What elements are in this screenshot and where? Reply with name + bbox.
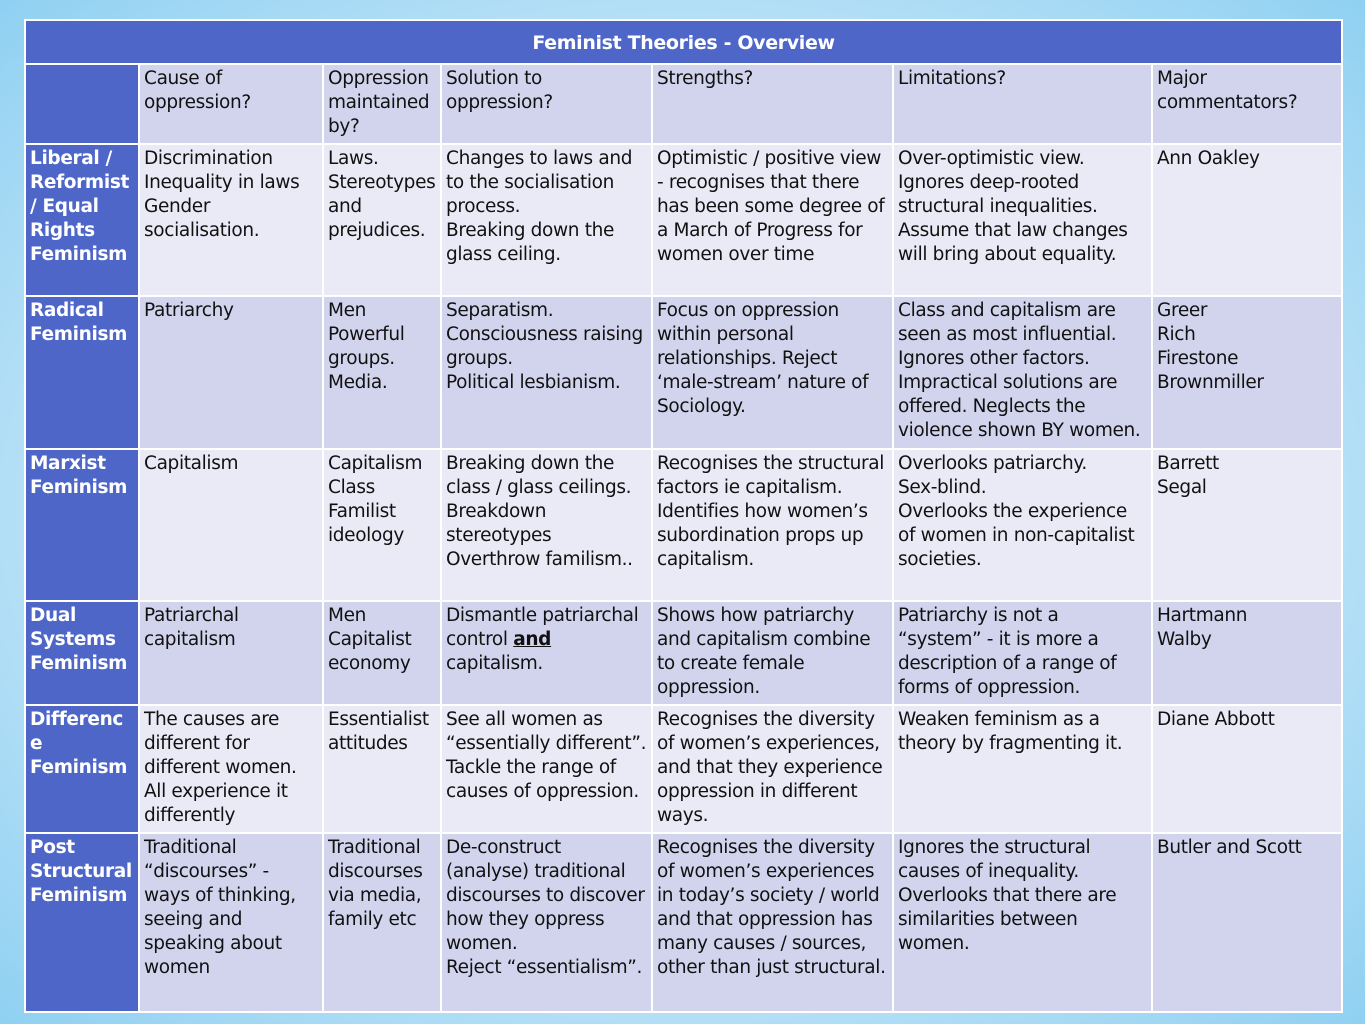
cell-line: Walby: [1157, 629, 1212, 650]
cell-line: Men: [328, 605, 367, 626]
cell-limitations: [893, 296, 1152, 449]
cell-line: Laws.: [328, 148, 379, 169]
row-header-dual-systems: Dual Systems Feminism: [25, 601, 139, 705]
cell-line: Patriarchy: [144, 300, 234, 321]
cell-line: Separatism.: [446, 300, 554, 321]
cell-line: Gender socialisation.: [144, 196, 260, 241]
cell-line: Capitalist economy: [328, 629, 412, 674]
cell-line: Class and capitalism are seen as most influential. Ignores other factors. Impractical solutions are offered. Neglects the violence shown BY women.: [898, 300, 1141, 441]
cell-line: Reject “essentialism”.: [446, 957, 643, 978]
cell-line: Assume that law changes will bring about equality.: [898, 220, 1128, 265]
cell-limitations: [893, 601, 1152, 705]
cell-line: Powerful groups.: [328, 324, 405, 369]
cell-line: Recognises the structural factors ie capitalism.: [657, 453, 884, 498]
cell-line: Breakdown stereotypes: [446, 501, 552, 546]
cell-maintained: [323, 296, 441, 449]
cell-limitations: [893, 449, 1152, 601]
cell-line: Overlooks that there are similarities between women.: [898, 885, 1117, 954]
cell-solution: [441, 705, 652, 833]
cell-commentators: [1152, 833, 1342, 1012]
cell-line: Ignores the structural causes of inequality.: [898, 837, 1091, 882]
cell-line: Firestone: [1157, 348, 1239, 369]
cell-line: Optimistic / positive view - recognises that there has been some degree of a March of Progress for women over time: [657, 148, 885, 265]
cell-solution: [441, 296, 652, 449]
cell-line: Ann Oakley: [1157, 148, 1260, 169]
table-row: [25, 144, 1342, 296]
cell-line: Consciousness raising groups.: [446, 324, 643, 369]
cell-line: Political lesbianism.: [446, 372, 621, 393]
cell-cause: [139, 296, 323, 449]
cell-line: Identifies how women’s subordination props up capitalism.: [657, 501, 868, 570]
cell-maintained: [323, 833, 441, 1012]
cell-line: Media.: [328, 372, 388, 393]
header-corner: [25, 64, 139, 144]
cell-maintained: [323, 144, 441, 296]
cell-line: Traditional “discourses” - ways of thinking, seeing and speaking about women: [144, 837, 296, 978]
emphasis-and: and: [513, 629, 552, 650]
cell-line: Over-optimistic view.: [898, 148, 1085, 169]
cell-solution: [441, 601, 652, 705]
cell-line: Patriarchal capitalism: [144, 605, 239, 650]
cell-line: Segal: [1157, 477, 1207, 498]
cell-limitations: [893, 144, 1152, 296]
header-row: [25, 64, 1342, 144]
cell-line: Overthrow familism..: [446, 549, 633, 570]
cell-cause: [139, 449, 323, 601]
cell-line: Men: [328, 300, 367, 321]
cell-line: Diane Abbott: [1157, 709, 1275, 730]
cell-line: Inequality in laws: [144, 172, 300, 193]
row-header-post-structural: Post Structural Feminism: [25, 833, 139, 1012]
cell-cause: [139, 601, 323, 705]
cell-line: Patriarchy is not a “system” - it is more a description of a range of forms of oppression.: [898, 605, 1117, 698]
cell-line: Barrett: [1157, 453, 1219, 474]
table-row: [25, 296, 1342, 449]
cell-maintained: [323, 601, 441, 705]
cell-line: Overlooks patriarchy.: [898, 453, 1087, 474]
cell-line: The causes are different for different women. All experience it differently: [144, 709, 297, 826]
column-header-cause: Cause of oppression?: [139, 64, 323, 144]
cell-line: Shows how patriarchy and capitalism combine to create female oppression.: [657, 605, 871, 698]
cell-line: Ignores deep-rooted structural inequalities.: [898, 172, 1098, 217]
cell-cause: [139, 833, 323, 1012]
cell-line: Breaking down the class / glass ceilings.: [446, 453, 632, 498]
row-header-marxist: Marxist Feminism: [25, 449, 139, 601]
cell-commentators: [1152, 449, 1342, 601]
column-header-maintained: Oppression maintained by?: [323, 64, 441, 144]
cell-line: Essentialist attitudes: [328, 709, 429, 754]
cell-strengths: [652, 449, 893, 601]
cell-line: Sex-blind.: [898, 477, 987, 498]
cell-line: Class: [328, 477, 375, 498]
cell-limitations: [893, 705, 1152, 833]
cell-line: Discrimination: [144, 148, 273, 169]
table-row: [25, 705, 1342, 833]
cell-strengths: [652, 601, 893, 705]
column-header-solution: Solution to oppression?: [441, 64, 652, 144]
cell-line: Changes to laws and to the socialisation process.: [446, 148, 633, 217]
cell-line: Recognises the diversity of women’s experiences in today’s society / world and that oppression has many causes / sources, other than just structural.: [657, 837, 886, 978]
cell-cause: [139, 144, 323, 296]
row-header-liberal: Liberal / Reformist / Equal Rights Feminism: [25, 144, 139, 296]
column-header-limitations: Limitations?: [893, 64, 1152, 144]
cell-line: Traditional discourses via media, family etc: [328, 837, 423, 930]
row-header-difference: Difference Feminism: [25, 705, 139, 833]
table-row: [25, 833, 1342, 1012]
cell-text: Dismantle patriarchal control: [446, 605, 639, 650]
cell-line: Brownmiller: [1157, 372, 1264, 393]
table-title: Feminist Theories - Overview: [25, 20, 1342, 64]
cell-strengths: [652, 833, 893, 1012]
column-header-commentators: Major commentators?: [1152, 64, 1342, 144]
column-header-strengths: Strengths?: [652, 64, 893, 144]
cell-text: capitalism.: [446, 653, 543, 674]
row-header-radical: Radical Feminism: [25, 296, 139, 449]
cell-line: Capitalism: [328, 453, 423, 474]
cell-maintained: [323, 449, 441, 601]
cell-commentators: [1152, 705, 1342, 833]
cell-line: Familist ideology: [328, 501, 404, 546]
cell-solution: [441, 449, 652, 601]
cell-line: Overlooks the experience of women in non-capitalist societies.: [898, 501, 1135, 570]
cell-line: Focus on oppression within personal relationships. Reject ‘male-stream’ nature of Sociology.: [657, 300, 869, 417]
cell-line: Breaking down the glass ceiling.: [446, 220, 615, 265]
cell-commentators: [1152, 601, 1342, 705]
cell-line: Hartmann: [1157, 605, 1248, 626]
table-row: [25, 601, 1342, 705]
cell-line: De-construct (analyse) traditional discourses to discover how they oppress women.: [446, 837, 645, 954]
cell-strengths: [652, 296, 893, 449]
cell-solution: [441, 144, 652, 296]
feminist-theories-table: [24, 19, 1343, 1013]
cell-line: Weaken feminism as a theory by fragmenting it.: [898, 709, 1123, 754]
cell-line: Recognises the diversity of women’s experiences, and that they experience oppression in different ways.: [657, 709, 883, 826]
cell-line: Greer: [1157, 300, 1208, 321]
cell-line: Stereotypes and prejudices.: [328, 172, 436, 241]
cell-line: Capitalism: [144, 453, 239, 474]
cell-maintained: [323, 705, 441, 833]
cell-solution: [441, 833, 652, 1012]
cell-commentators: [1152, 296, 1342, 449]
cell-cause: [139, 705, 323, 833]
table-row: [25, 449, 1342, 601]
cell-line: See all women as “essentially different”. Tackle the range of causes of oppression.: [446, 709, 647, 802]
cell-line: Rich: [1157, 324, 1196, 345]
cell-limitations: [893, 833, 1152, 1012]
cell-strengths: [652, 144, 893, 296]
cell-commentators: [1152, 144, 1342, 296]
cell-strengths: [652, 705, 893, 833]
cell-line: Butler and Scott: [1157, 837, 1302, 858]
